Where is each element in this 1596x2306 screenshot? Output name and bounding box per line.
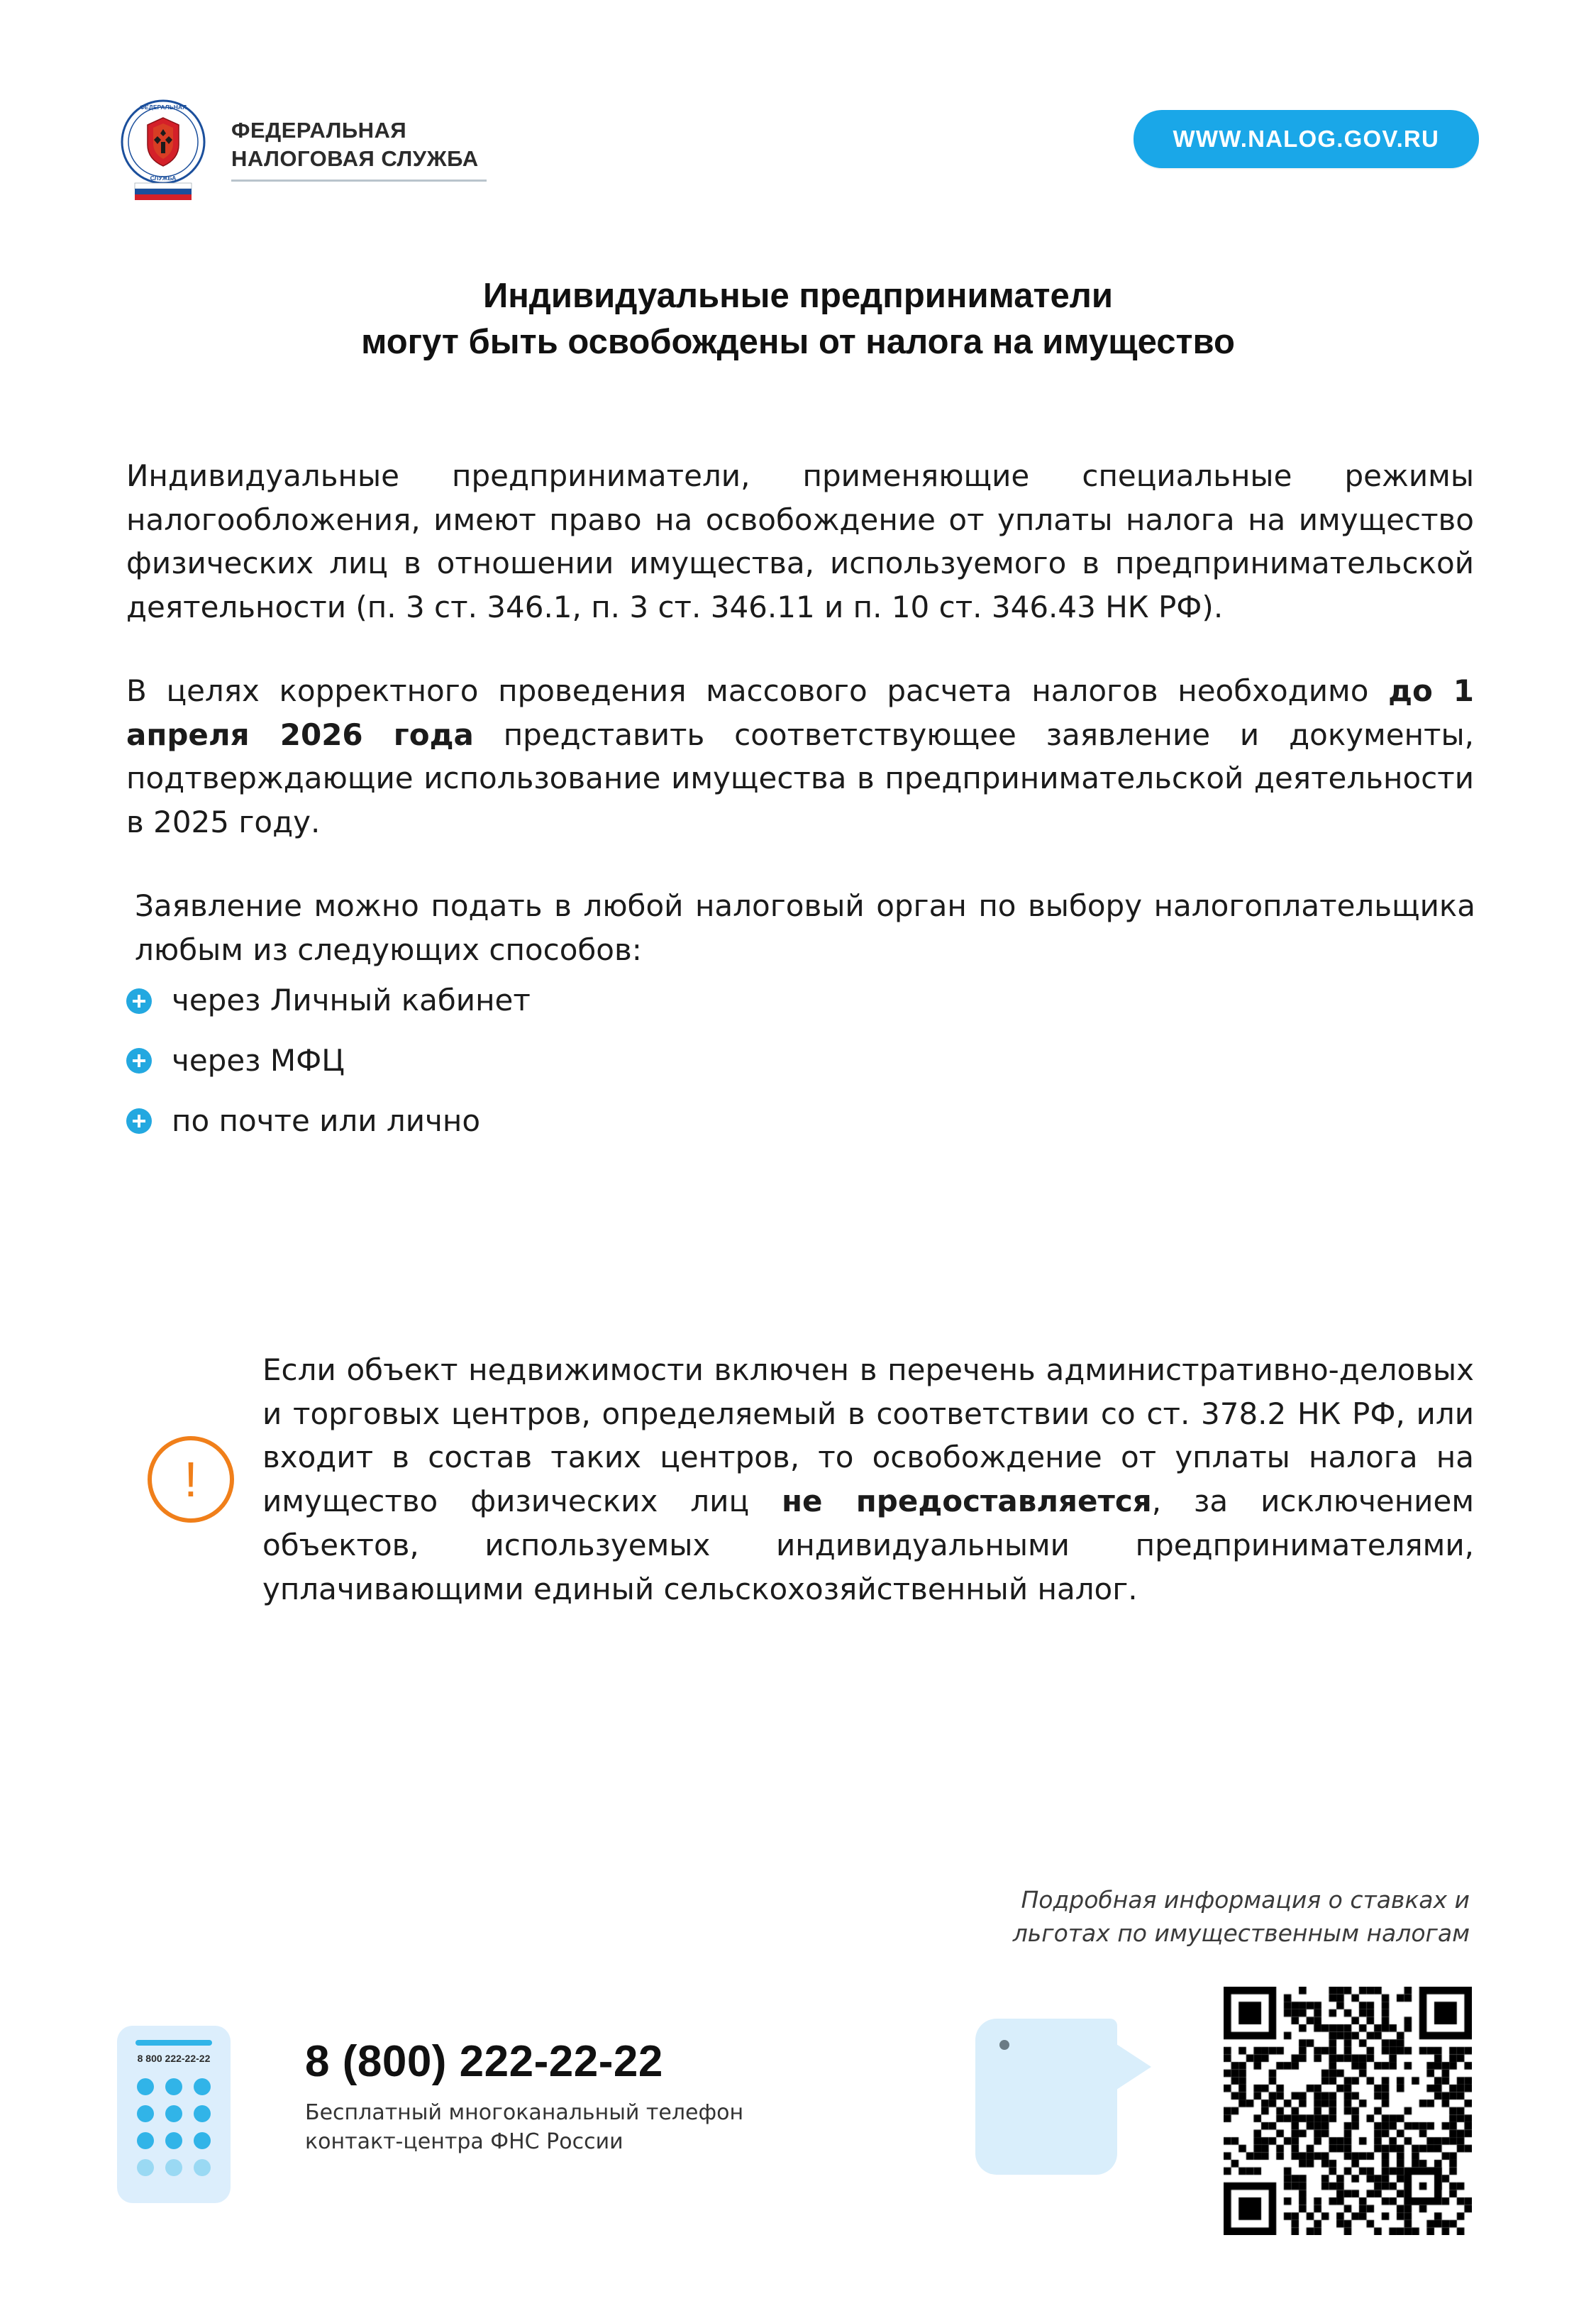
keypad-key	[165, 2159, 182, 2176]
keypad-key	[194, 2078, 211, 2095]
svg-text:ФЕДЕРАЛЬНАЯ: ФЕДЕРАЛЬНАЯ	[139, 104, 187, 111]
page-title-line-2: могут быть освобождены от налога на имущество	[361, 322, 1235, 361]
keypad-key	[194, 2105, 211, 2122]
plus-icon	[126, 1048, 152, 1074]
paragraph-2-before: В целях корректного проведения массового расчета налогов необходимо	[126, 673, 1389, 708]
keypad-key	[137, 2132, 154, 2149]
main-content	[126, 454, 1474, 1162]
warning-block	[126, 1348, 1474, 1611]
qr-code[interactable]	[1224, 1987, 1472, 2235]
list-item	[126, 1102, 1474, 1141]
keypad-key	[165, 2078, 182, 2095]
page-footer	[0, 1958, 1596, 2263]
website-link-pill[interactable]: WWW.NALOG.GOV.RU	[1134, 110, 1479, 168]
plus-icon	[126, 1108, 152, 1134]
qr-note-line-1: Подробная информация о ставках и	[1021, 1886, 1470, 1914]
keypad-key	[137, 2159, 154, 2176]
paragraph-1: Индивидуальные предприниматели, применяющие специальные режимы налогообложения, имеют право на освобождение от уплаты налога на имущество физических лиц в отношении имущества, используемого в предпринимательской деятельности (п. 3 ст. 346.1, п. 3 ст. 346.11 и п. 10 ст. 346.43 НК РФ).	[126, 458, 1474, 625]
list-item	[126, 1042, 1474, 1081]
keypad-key	[194, 2159, 211, 2176]
paragraph-2	[126, 669, 1474, 844]
contact-center-info	[305, 2036, 1014, 2157]
ways-list	[126, 981, 1474, 1140]
keypad-key	[165, 2132, 182, 2149]
keypad-key	[137, 2105, 154, 2122]
paragraph-2-after: представить соответствующее заявление и документы, подтверждающие использование имущества в предпринимательской деятельности в 2025 году.	[126, 717, 1475, 840]
warning-text-before: Если объект недвижимости включен в перечень административно-деловых и торговых центров, определяемый в соответствии со ст. 378.2 НК РФ, или входит в состав таких центров, то освобождение от уплаты налога на имущество физических лиц	[262, 1352, 1474, 1519]
ways-intro: Заявление можно подать в любой налоговый орган по выбору налогоплательщика любым из следующих способов:	[135, 888, 1475, 967]
list-item-label: по почте или лично	[172, 1103, 481, 1138]
exclamation-icon: !	[148, 1436, 234, 1523]
plus-icon	[126, 988, 152, 1014]
phone-keypad	[137, 2078, 211, 2176]
qr-note	[831, 1884, 1470, 1951]
page-header	[0, 78, 1596, 220]
list-item-label: через Личный кабинет	[172, 983, 531, 1018]
logo-line-1: ФЕДЕРАЛЬНАЯ	[231, 118, 407, 143]
keypad-key	[194, 2132, 211, 2149]
page-title-line-1: Индивидуальные предприниматели	[482, 277, 1113, 315]
fns-emblem-icon	[113, 92, 213, 206]
warning-text-after: , за исключением объектов, используемых индивидуальными предпринимателями, уплачивающими единый сельскохозяйственный налог.	[262, 1484, 1474, 1606]
logo-divider	[231, 180, 487, 182]
contact-phone-number[interactable]: 8 (800) 222-22-22	[305, 2037, 663, 2086]
warning-text	[262, 1348, 1474, 1611]
keypad-key	[137, 2078, 154, 2095]
logo-line-2: НАЛОГОВАЯ СЛУЖБА	[231, 146, 479, 171]
qr-note-line-2: льготах по имущественным налогам	[1012, 1919, 1470, 1947]
list-item-label: через МФЦ	[172, 1042, 345, 1078]
contact-caption-line-2: контакт-центра ФНС России	[305, 2129, 624, 2155]
speech-bubble-icon	[975, 2019, 1117, 2175]
fns-logo	[113, 92, 487, 206]
qr-section	[975, 1987, 1472, 2235]
contact-caption-line-1: Бесплатный многоканальный телефон	[305, 2100, 744, 2125]
list-item	[126, 981, 1474, 1020]
svg-text:СЛУЖБА: СЛУЖБА	[150, 175, 177, 182]
contact-caption	[305, 2098, 1014, 2157]
phone-screen	[135, 2040, 212, 2046]
page-title	[121, 273, 1475, 365]
keypad-key	[165, 2105, 182, 2122]
phone-illustration-icon	[117, 2026, 231, 2203]
phone-small-label: 8 800 222-22-22	[137, 2053, 211, 2064]
deadline-date: до 1 апреля 2026 года	[126, 673, 1475, 752]
warning-emphasis: не предоставляется	[782, 1484, 1152, 1519]
bubble-dot-icon	[999, 2040, 1009, 2050]
